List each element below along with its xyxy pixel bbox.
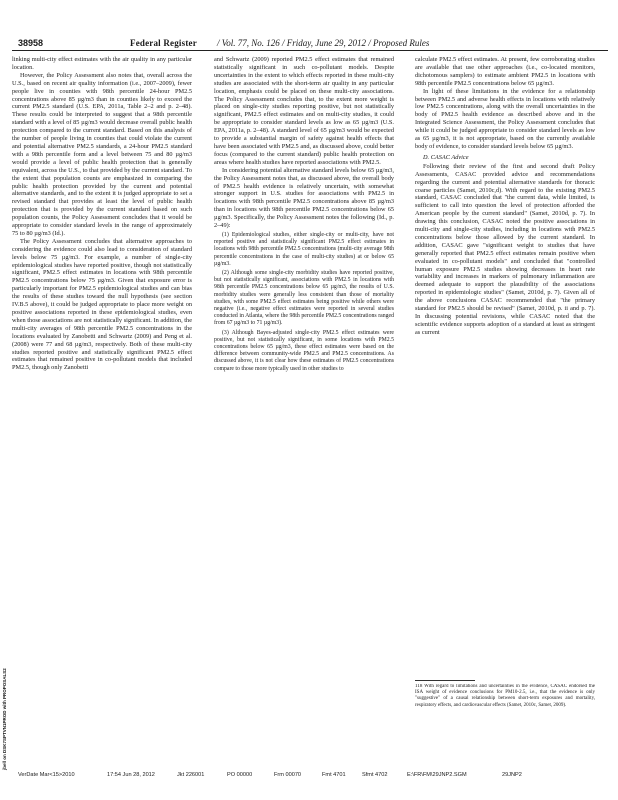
page-footer (12, 770, 608, 780)
column-1 (12, 56, 192, 732)
header-rule (12, 50, 608, 51)
paragraph: However, the Policy Assessment also notes that, overall across the U.S., based on recent air quality information (i.e., 2007–2009), fewer people live in counties with 98th percentile 24-hour PM2.5 concentrations above 85 µg/m3 than in counties likely to exceed the current PM2.5 standard (U.S. EPA, 2011a, Table 2–2 and p. 2–48). These results could be interpreted to suggest that a 98th percentile standard with a level of 85 µg/m3 would decrease overall public health protection compared to the current standard. Based on this analysis of the number of people living in counties that could violate the current and potential alternative PM2.5 standards, a 24-hour PM2.5 standard with a 98th percentile form and a level between 75 and 80 µg/m3 would provide a level of public health protection that is generally equivalent, across the U.S., to that provided by the current standard. To the extent that population counts are emphasized in comparing the public health protection provided by the current and potential alternative standards, and to the extent it is judged appropriate to set a revised standard that provides at least the level of public health protection that is provided by the current standard based on such population counts, the Policy Assessment concludes that it would be appropriate to consider standard levels in the range of approximately 75 to 80 µg/m3 (Id.). (12, 71, 192, 237)
footer-verdate: VerDate Mar<15>2010 (18, 772, 75, 778)
publication-name: Federal Register (130, 38, 197, 48)
footer-time: 17:54 Jun 28, 2012 (107, 772, 155, 778)
footer-file: E:\FR\FM\29JNP2.SGM (407, 772, 467, 778)
paragraph: and Schwartz (2009) reported PM2.5 effect estimates that remained statistically significant in such co-pollutant models. Despite uncertainties in the extent to which effects reported in these multi-city studies are associated with the short-term air quality in any particular location, emphasis could be placed on these multi-city associations. The Policy Assessment concludes that, to the extent more weight is placed on single-city studies reporting positive, but not statistically significant, PM2.5 effect estimates and on multi-city studies, it could be appropriate to consider standard levels as low as 65 µg/m3 (U.S. EPA, 2011a, p. 2–48). A standard level of 65 µg/m3 would be expected to provide a substantial margin of safety against health effects that have been associated with PM2.5 and, as discussed above, could better focus (compared to the current standard) public health protection on areas where health studies have reported associations with PM2.5. (214, 56, 394, 166)
paragraph: The Policy Assessment concludes that alternative approaches to considering the evidence could also lead to consideration of standard levels below 75 µg/m3. For example, a number of single-city epidemiological studies have reported positive, though not statistically significant, PM2.5 effect estimates in locations with 98th percentile PM2.5 concentrations below 75 µg/m3. Given that exposure error is particularly important for PM2.5 epidemiological studies and can bias the results of these studies toward the null hypothesis (see section IV.B.5 above), it could be judged appropriate to place more weight on positive associations reported in these epidemiological studies, even when those associations are not statistically significant. In addition, the multi-city averages of 98th percentile PM2.5 concentrations in the locations evaluated by Zanobetti and Schwartz (2009) and Peng et al. (2008) were 77 and 68 µg/m3, respectively. Both of these multi-city studies reported positive and statistically significant PM2.5 effect estimates that remained positive in co-pollutant models that included PM2.5, though only Zanobetti (12, 237, 192, 372)
issue-info: / Vol. 77, No. 126 / Friday, June 29, 2012 / Proposed Rules (217, 38, 430, 48)
quoted-item: (1) Epidemiological studies, either single-city or multi-city, have not reported positive and statistically significant PM2.5 effect estimates in locations with 98th percentile PM2.5 concentrations (multi-city average 98th percentile concentrations in the case of multi-city studies) at or below 65 µg/m3. (214, 231, 394, 267)
column-3 (415, 56, 595, 676)
footer-code: 29JNP2 (502, 772, 522, 778)
footer-frm: Frm 00070 (274, 772, 302, 778)
footer-fmt: Fmt 4701 (322, 772, 346, 778)
page-header (12, 36, 608, 50)
margin-code-text: jbell on DSK7SPTVN1PROD with PROPOSALS2 (2, 668, 7, 770)
footnote-rule (415, 680, 475, 681)
paragraph: calculate PM2.5 effect estimates. At present, few corroborating studies are available that use other approaches (i.e., co-located monitors, dichotomous samplers) to estimate ambient PM2.5 in locations with 98th percentile PM2.5 concentrations below 65 µg/m3. (415, 56, 595, 87)
footer-jkt: Jkt 226001 (177, 772, 205, 778)
column-2 (214, 56, 394, 732)
paragraph: linking multi-city effect estimates with the air quality in any particular location. (12, 56, 192, 71)
quoted-item: (2) Although some single-city morbidity studies have reported positive, but not statistically significant, associations with PM2.5 in locations with 98th percentile PM2.5 concentrations below 65 µg/m3, the results of U.S. morbidity studies were generally less consistent than those of mortality studies, with some PM2.5 effect estimates being positive while others were negative (i.e., negative effect estimates were reported in several studies conducted in Atlanta, where the 98th percentile PM2.5 concentrations ranged from 67 µg/m3 to 71 µg/m3). (214, 269, 394, 327)
paragraph: In light of these limitations in the evidence for a relationship between PM2.5 and adverse health effects in locations with relatively low PM2.5 concentrations, along with the overall uncertainties in the body of PM2.5 health evidence as described above and in the Integrated Science Assessment, the Policy Assessment concludes that while it could be judged appropriate to consider standard levels as low as 65 µg/m3, it is not appropriate, based on the currently available body of evidence, to consider standard levels below 65 µg/m3. (415, 87, 595, 150)
footnote: 118 With regard to limitations and uncertainties in the evidence, CASAC endorsed the ISA weight of evidence conclusions for PM10-2.5, i.e., that the evidence is only "suggestive" of a causal relationship between short-term exposures and mortality, respiratory effects, and cardiovascular effects (Samet, 2010c, Samet, 2009). (415, 684, 595, 708)
footer-po: PO 00000 (227, 772, 253, 778)
footer-sfmt: Sfmt 4702 (362, 772, 388, 778)
paragraph: Following their review of the first and second draft Policy Assessments, CASAC provided advice and recommendations regarding the current and potential alternative standards for thoracic coarse particles (Samet, 2010c,d). With regard to the existing PM2.5 standard, CASAC concluded that "the current data, while limited, is sufficient to call into question the level of protection afforded the American people by the current standard" (Samet, 2010d, p. 7). In drawing this conclusion, CASAC noted the positive associations in multi-city and single-city studies, including in locations with PM2.5 concentrations below those allowed by the current standard. In addition, CASAC gave "significant weight to studies that have generally reported that PM2.5 effect estimates remain positive when evaluated in co-pollutant models" and concluded that "controlled human exposure PM2.5 studies showing decreases in heart rate variability and increases in markers of pulmonary inflammation are deemed adequate to support the plausibility of the associations reported in epidemiologic studies" (Samet, 2010d, p. 7). Given all of the above conclusions CASAC recommended that "the primary standard for PM2.5 should be revised" (Samet, 2010d, p. ii and p. 7). In discussing potential revisions, while CASAC noted that the scientific evidence supports adoption of a standard at least as stringent as current (415, 162, 595, 336)
paragraph: In considering potential alternative standard levels below 65 µg/m3, the Policy Assessment notes that, as discussed above, the overall body of PM2.5 health evidence is relatively uncertain, with somewhat stronger support in U.S. studies for associations with PM2.5 in locations with 98th percentile PM2.5 concentrations above 85 µg/m3 than in locations with 98th percentile PM2.5 concentrations below 65 µg/m3. Specifically, the Policy Assessment notes the following (Id., p. 2–49): (214, 166, 394, 230)
section-heading: D. CASAC Advice (423, 153, 469, 161)
page-number: 38958 (18, 38, 44, 48)
quoted-item: (3) Although Bayes-adjusted single-city PM2.5 effect estimates were positive, but not statistically significant, in some locations with PM2.5 concentrations below 65 µg/m3, these effect estimates were based on the difference between community-wide PM2.5 and PM2.5 concentrations. As discussed above, it is not clear how these estimates of PM2.5 concentrations compare to those more typically used in other studies to (214, 329, 394, 372)
margin-code (2, 610, 10, 770)
